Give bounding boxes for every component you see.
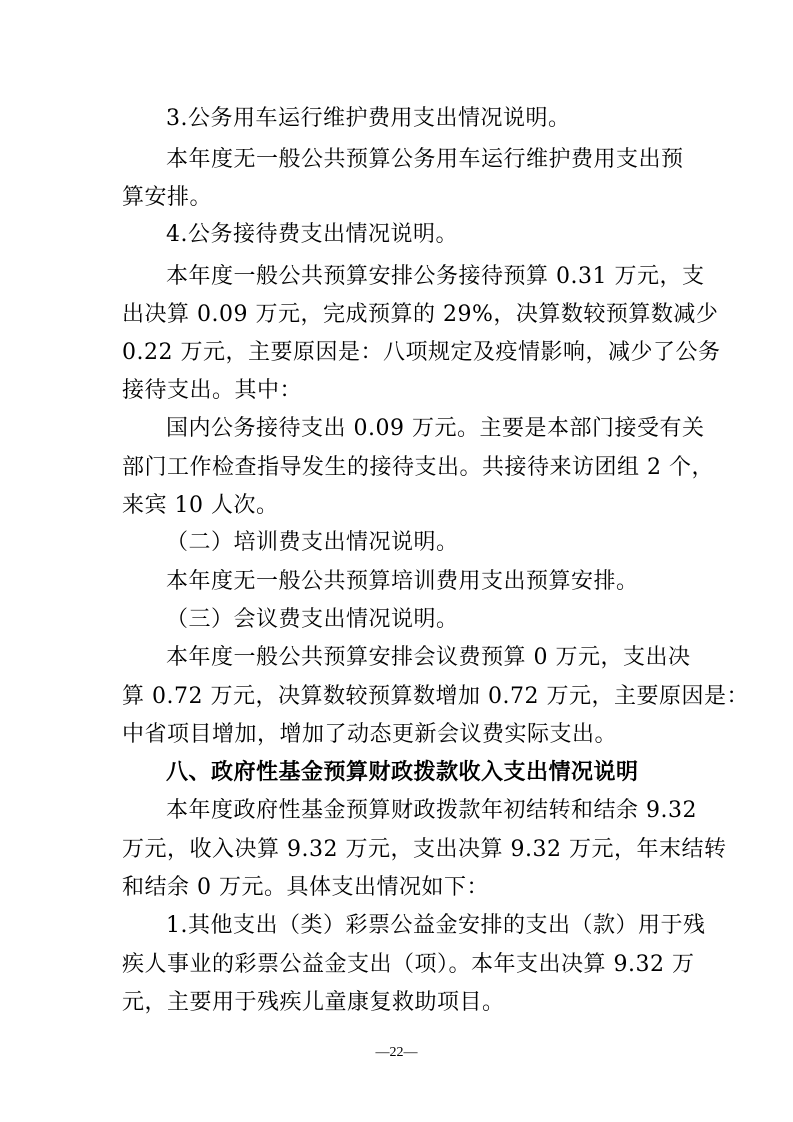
paragraph-line: 本年度无一般公共预算公务用车运行维护费用支出预: [166, 147, 684, 172]
paragraph-line: 本年度无一般公共预算培训费用支出预算安排。: [166, 569, 639, 594]
paragraph-line: 中省项目增加，增加了动态更新会议费实际支出。: [122, 722, 618, 747]
paragraph-line: 国内公务接待支出 0.09 万元。主要是本部门接受有关: [166, 416, 705, 441]
section-heading-reception: 4.公务接待费支出情况说明。: [166, 222, 458, 247]
paragraph-line: 本年度政府性基金预算财政拨款年初结转和结余 9.32: [166, 798, 697, 823]
paragraph-line: 算安排。: [122, 185, 213, 210]
paragraph-line: 算 0.72 万元，决算数较预算数增加 0.72 万元，主要原因是：: [122, 684, 749, 709]
paragraph-line: 出决算 0.09 万元，完成预算的 29%，决算数较预算数减少: [122, 302, 719, 327]
paragraph-line: 万元，收入决算 9.32 万元，支出决算 9.32 万元，年末结转: [122, 837, 727, 862]
paragraph-line: 部门工作检查指导发生的接待支出。共接待来访团组 2 个，: [122, 455, 714, 480]
paragraph-line: 本年度一般公共预算安排会议费预算 0 万元，支出决: [166, 645, 691, 670]
paragraph-line: 和结余 0 万元。具体支出情况如下：: [122, 875, 489, 900]
section-heading-vehicle: 3.公务用车运行维护费用支出情况说明。: [166, 106, 571, 131]
paragraph-line: 元，主要用于残疾儿童康复救助项目。: [122, 990, 505, 1015]
section-heading-training: （二）培训费支出情况说明。: [166, 530, 459, 555]
page-number: —22—: [375, 1045, 418, 1060]
paragraph-line: 接待支出。其中：: [122, 378, 303, 403]
paragraph-line: 疾人事业的彩票公益金支出（项）。本年支出决算 9.32 万: [122, 952, 695, 977]
paragraph-line: 来宾 10 人次。: [122, 493, 279, 518]
chapter-heading-government-fund: 八、政府性基金预算财政拨款收入支出情况说明: [166, 760, 639, 785]
section-heading-meeting: （三）会议费支出情况说明。: [166, 607, 459, 632]
paragraph-line: 1.其他支出（类）彩票公益金安排的支出（款）用于残: [166, 913, 706, 938]
paragraph-line: 0.22 万元，主要原因是：八项规定及疫情影响，减少了公务: [122, 340, 721, 365]
paragraph-line: 本年度一般公共预算安排公务接待预算 0.31 万元，支: [166, 264, 705, 289]
